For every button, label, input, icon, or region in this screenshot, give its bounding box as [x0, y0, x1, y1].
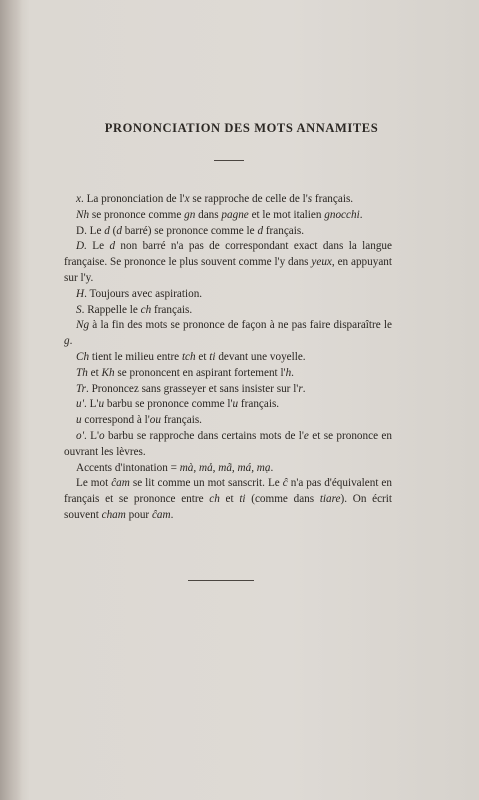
text-run: .	[69, 335, 73, 348]
text-run: . La prononciation de l'	[80, 193, 185, 205]
paragraph	[64, 287, 392, 303]
text-run: dans	[195, 208, 222, 221]
text-run: et	[195, 350, 210, 363]
text-run: français.	[263, 224, 305, 237]
italic-term: g	[64, 335, 70, 348]
italic-term: D.	[76, 240, 87, 253]
italic-term: Ch	[76, 350, 90, 363]
paragraph	[64, 208, 392, 224]
italic-term: gn	[184, 208, 196, 221]
text-run: se lit comme un mot sanscrit. Le	[129, 477, 283, 490]
paragraph	[64, 461, 392, 477]
italic-term: Kh	[101, 366, 115, 379]
italic-term: o	[99, 429, 105, 442]
italic-term: ch	[140, 303, 152, 316]
italic-term: ch	[209, 493, 220, 506]
italic-term: ĉam	[111, 477, 130, 490]
text-run: .	[359, 208, 363, 221]
text-run: . Prononcez sans grasseyer et sans insister sur l'	[85, 382, 299, 395]
italic-term: ti	[209, 350, 216, 363]
binding-shadow	[0, 0, 22, 800]
italic-term: H	[76, 287, 85, 300]
paragraph	[64, 318, 392, 350]
text-run: barré) se prononce comme le	[122, 224, 258, 237]
text-run: français.	[312, 193, 354, 205]
italic-term: d	[104, 224, 110, 237]
text-run: ). On écrit souvent	[64, 493, 392, 521]
text-run: pour	[125, 508, 152, 521]
text-run: . L'	[84, 429, 100, 442]
italic-term: s	[307, 193, 313, 205]
italic-term: d	[257, 224, 264, 237]
paragraph	[64, 382, 392, 398]
text-run: .	[291, 366, 294, 379]
text-run: correspond à l'	[81, 414, 150, 427]
paragraph	[64, 413, 392, 429]
text-run: se prononce comme	[89, 208, 185, 221]
text-run: et se prononce en ouvrant les lèvres.	[64, 429, 392, 458]
text-run: se prononcent en aspirant fortement l'	[114, 366, 286, 379]
italic-term: Nh	[76, 208, 90, 221]
italic-term: d	[109, 240, 116, 253]
paragraph	[64, 350, 392, 366]
paragraph	[64, 192, 392, 208]
text-run: français.	[160, 414, 202, 427]
italic-term: ti	[239, 493, 246, 506]
text-run: et	[219, 493, 240, 506]
paragraph	[64, 303, 392, 319]
text-run: et	[87, 366, 102, 379]
italic-term: Tr	[76, 382, 86, 395]
text-run: (comme dans	[245, 493, 320, 506]
italic-term: pagne	[221, 208, 249, 221]
italic-term: u'	[76, 398, 84, 411]
text-run: et le mot italien	[248, 208, 325, 221]
paragraph	[64, 429, 392, 461]
text-run: à la fin des mots se prononce de façon à ne pas faire disparaître le	[89, 319, 392, 332]
text-run: se rapproche de celle de l'	[189, 193, 308, 205]
italic-term: x	[76, 193, 81, 205]
italic-term: Ng	[76, 319, 90, 332]
text-run: barbu se prononce comme l'	[104, 398, 233, 411]
text-run: .	[170, 508, 174, 521]
italic-term: u	[98, 398, 105, 411]
italic-term: x	[184, 193, 190, 205]
italic-term: cham	[101, 508, 126, 521]
text-run: n'a pas d'équivalent en français et se prononce entre	[64, 477, 392, 506]
paragraph	[64, 239, 392, 286]
pronunciation-notes	[64, 192, 392, 524]
text-run: D. Le	[76, 224, 105, 237]
italic-term: o'	[76, 429, 84, 442]
italic-term: mà, mả, mã, má, mạ	[179, 461, 271, 474]
text-run: . Rappelle le	[81, 303, 141, 316]
paragraph	[64, 224, 392, 240]
italic-term: ĉam	[151, 508, 171, 521]
text-run: français.	[238, 398, 280, 411]
paragraph	[64, 397, 392, 413]
text-run: Accents d'intonation =	[76, 461, 180, 474]
paragraph	[64, 366, 392, 382]
paragraph	[64, 476, 392, 523]
end-divider	[188, 580, 254, 581]
italic-term: ĉ	[282, 477, 288, 490]
text-run: . L'	[84, 398, 99, 411]
page-title: PRONONCIATION DES MOTS ANNAMITES	[104, 121, 379, 135]
text-run: devant une voyelle.	[215, 350, 306, 363]
italic-term: r	[298, 382, 303, 395]
italic-term: S	[76, 303, 82, 316]
italic-term: u	[232, 398, 239, 411]
text-run: tient le milieu entre	[89, 350, 182, 363]
italic-term: Th	[76, 366, 88, 379]
text-run: barbu se rapproche dans certains mots de l'	[104, 429, 304, 442]
text-run: Le	[86, 240, 110, 253]
italic-term: e	[303, 429, 309, 442]
text-run: .	[302, 382, 306, 395]
italic-term: yeux	[311, 256, 332, 269]
italic-term: tiare	[319, 493, 341, 506]
title-divider	[214, 160, 244, 161]
italic-term: u	[76, 414, 82, 427]
italic-term: tch	[181, 350, 196, 363]
text-run: , en appuyant sur l'y.	[64, 256, 392, 284]
text-run: français.	[151, 303, 193, 316]
italic-term: h	[285, 366, 292, 379]
text-run: . Toujours avec aspiration.	[84, 287, 203, 300]
italic-term: ou	[149, 414, 161, 427]
italic-term: gnocchi	[324, 208, 360, 221]
text-run: .	[270, 461, 274, 474]
text-run: (	[109, 224, 117, 237]
text-run: Le mot	[76, 477, 112, 490]
text-run: non barré n'a pas de correspondant exact dans la langue française. Se prononce le plus souvent comme l'y dans	[64, 240, 392, 269]
italic-term: d	[116, 224, 122, 237]
